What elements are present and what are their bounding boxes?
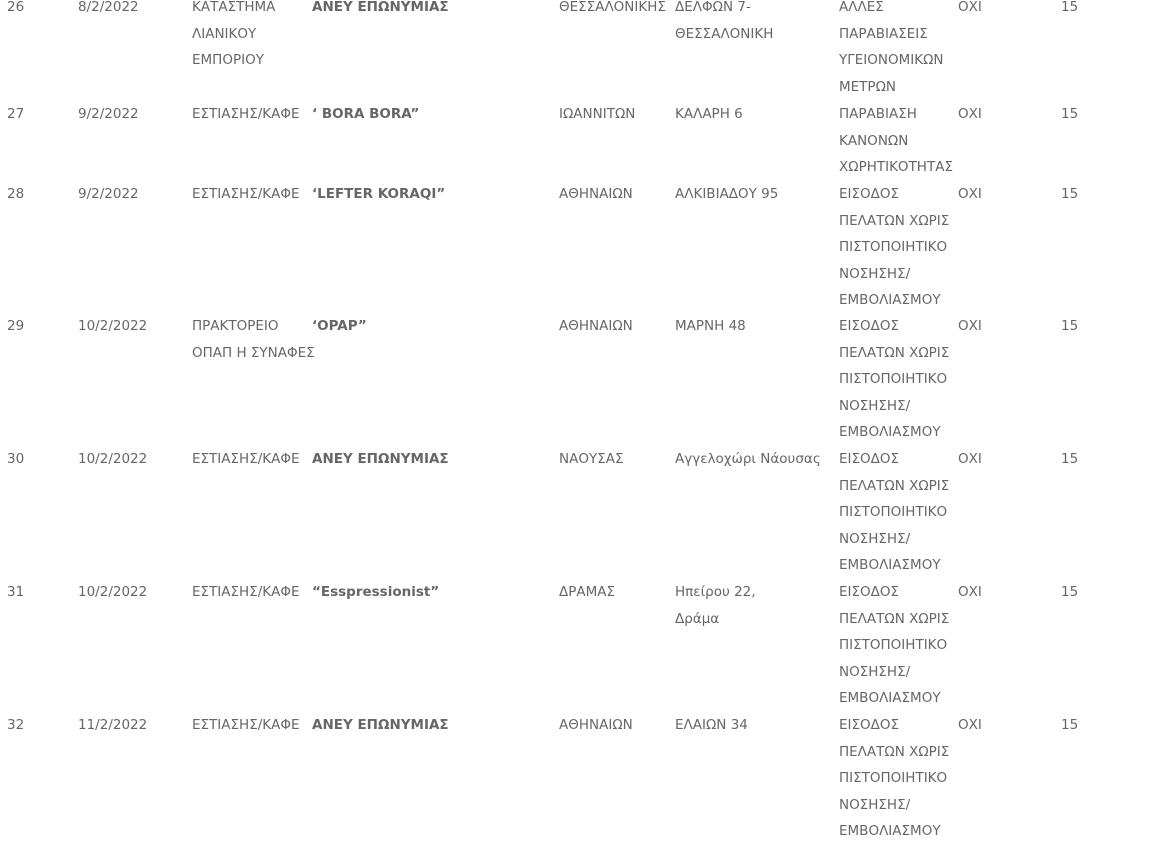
address-line: ΑΛΚΙΒΙΑΔΟΥ 95 xyxy=(675,186,779,202)
row-number: 29 xyxy=(7,318,25,334)
row-number: 28 xyxy=(7,186,25,202)
row-address xyxy=(675,712,748,739)
row-date: 9/2/2022 xyxy=(78,186,139,202)
address-line: ΘΕΣΣΑΛΟΝΙΚΗ xyxy=(675,25,774,42)
violation-line: ΚΑΝΟΝΩΝ xyxy=(839,132,909,149)
row-municipality: ΑΘΗΝΑΙΩΝ xyxy=(559,318,633,334)
row-days: 15 xyxy=(1061,717,1079,733)
row-days: 15 xyxy=(1061,0,1079,15)
violation-line: ΠΙΣΤΟΠΟΙΗΤΙΚΟ xyxy=(839,770,948,787)
category-line: ΕΣΤΙΑΣΗΣ/ΚΑΦΕ xyxy=(192,717,300,733)
violation-line: ΝΟΣΗΣΗΣ/ xyxy=(839,397,911,414)
category-line: ΕΣΤΙΑΣΗΣ/ΚΑΦΕ xyxy=(192,451,300,467)
row-days: 15 xyxy=(1061,186,1079,202)
violation-line: ΥΓΕΙΟΝΟΜΙΚΩΝ xyxy=(839,52,944,69)
violation-line: ΕΜΒΟΛΙΑΣΜΟΥ xyxy=(839,424,941,441)
row-flag: ΟΧΙ xyxy=(958,106,982,122)
address-line: ΔΕΛΦΩΝ 7- xyxy=(675,0,751,15)
violation-line: ΕΙΣΟΔΟΣ xyxy=(839,186,900,202)
category-line: ΕΣΤΙΑΣΗΣ/ΚΑΦΕ xyxy=(192,106,300,122)
category-line: ΚΑΤΑΣΤΗΜΑ xyxy=(192,0,276,15)
row-violation xyxy=(839,101,953,181)
row-number: 26 xyxy=(7,0,25,15)
row-number: 30 xyxy=(7,451,25,467)
row-violation xyxy=(839,313,949,446)
violation-line: ΠΕΛΑΤΩΝ ΧΩΡΙΣ xyxy=(839,212,950,229)
row-violation xyxy=(839,0,944,100)
row-municipality: ΘΕΣΣΑΛΟΝΙΚΗΣ xyxy=(559,0,666,15)
row-category xyxy=(192,101,300,128)
row-business-name: ΑΝΕΥ ΕΠΩΝΥΜΙΑΣ xyxy=(312,717,449,733)
violation-line: ΠΑΡΑΒΙΑΣΕΙΣ xyxy=(839,25,928,42)
violation-line: ΠΙΣΤΟΠΟΙΗΤΙΚΟ xyxy=(839,371,948,388)
category-line: ΛΙΑΝΙΚΟΥ xyxy=(192,25,257,42)
violation-line: ΠΕΛΑΤΩΝ ΧΩΡΙΣ xyxy=(839,610,950,627)
violation-line: ΠΙΣΤΟΠΟΙΗΤΙΚΟ xyxy=(839,637,948,654)
violation-line: ΕΙΣΟΔΟΣ xyxy=(839,717,900,733)
row-days: 15 xyxy=(1061,584,1079,600)
row-category xyxy=(192,712,300,739)
violation-line: ΠΕΛΑΤΩΝ ΧΩΡΙΣ xyxy=(839,743,950,760)
row-number: 31 xyxy=(7,584,25,600)
row-date: 10/2/2022 xyxy=(78,451,148,467)
category-line: ΟΠΑΠ Η ΣΥΝΑΦΕΣ xyxy=(192,344,315,361)
violation-line: ΕΜΒΟΛΙΑΣΜΟΥ xyxy=(839,823,941,840)
category-line: ΕΣΤΙΑΣΗΣ/ΚΑΦΕ xyxy=(192,584,300,600)
row-address xyxy=(675,313,746,340)
violation-line: ΠΑΡΑΒΙΑΣΗ xyxy=(839,106,917,122)
row-date: 8/2/2022 xyxy=(78,0,139,15)
row-days: 15 xyxy=(1061,318,1079,334)
row-municipality: ΑΘΗΝΑΙΩΝ xyxy=(559,186,633,202)
category-line: ΠΡΑΚΤΟΡΕΙΟ xyxy=(192,318,279,334)
violation-line: ΕΙΣΟΔΟΣ xyxy=(839,318,900,334)
category-line: ΕΜΠΟΡΙΟΥ xyxy=(192,52,264,69)
row-date: 10/2/2022 xyxy=(78,584,148,600)
row-category xyxy=(192,579,300,606)
row-number: 32 xyxy=(7,717,25,733)
address-line: Δράμα xyxy=(675,610,720,627)
row-municipality: ΑΘΗΝΑΙΩΝ xyxy=(559,717,633,733)
row-business-name: ‘LEFTER KORAQI” xyxy=(312,186,446,202)
row-municipality: ΝΑΟΥΣΑΣ xyxy=(559,451,624,467)
address-line: ΚΑΛΑΡΗ 6 xyxy=(675,106,743,122)
row-flag: ΟΧΙ xyxy=(958,451,982,467)
address-line: ΜΑΡΝΗ 48 xyxy=(675,318,746,334)
row-flag: ΟΧΙ xyxy=(958,0,982,15)
row-category xyxy=(192,181,300,208)
row-business-name: ‘OPAP” xyxy=(312,318,367,334)
row-flag: ΟΧΙ xyxy=(958,186,982,202)
row-violation xyxy=(839,579,949,712)
row-municipality: ΙΩΑΝΝΙΤΩΝ xyxy=(559,106,636,122)
violation-line: ΕΜΒΟΛΙΑΣΜΟΥ xyxy=(839,292,941,309)
violation-line: ΝΟΣΗΣΗΣ/ xyxy=(839,530,911,547)
row-business-name: “Esspressionist” xyxy=(312,584,440,600)
row-business-name: ΑΝΕΥ ΕΠΩΝΥΜΙΑΣ xyxy=(312,451,449,467)
violation-line: ΕΜΒΟΛΙΑΣΜΟΥ xyxy=(839,690,941,707)
row-category xyxy=(192,446,300,473)
row-address xyxy=(675,579,756,632)
row-category xyxy=(192,313,315,366)
violation-line: ΕΙΣΟΔΟΣ xyxy=(839,451,900,467)
row-flag: ΟΧΙ xyxy=(958,717,982,733)
row-municipality: ΔΡΑΜΑΣ xyxy=(559,584,616,600)
row-flag: ΟΧΙ xyxy=(958,318,982,334)
row-days: 15 xyxy=(1061,451,1079,467)
violation-line: ΧΩΡΗΤΙΚΟΤΗΤΑΣ xyxy=(839,159,953,176)
category-line: ΕΣΤΙΑΣΗΣ/ΚΑΦΕ xyxy=(192,186,300,202)
row-violation xyxy=(839,181,949,314)
row-business-name: ‘ BORA BORA” xyxy=(312,106,420,122)
violation-line: ΠΙΣΤΟΠΟΙΗΤΙΚΟ xyxy=(839,504,948,521)
address-line: Αγγελοχώρι Νάουσας xyxy=(675,451,821,467)
violation-line: ΠΕΛΑΤΩΝ ΧΩΡΙΣ xyxy=(839,344,950,361)
row-number: 27 xyxy=(7,106,25,122)
row-address xyxy=(675,446,821,473)
row-category xyxy=(192,0,275,74)
violation-line: ΝΟΣΗΣΗΣ/ xyxy=(839,796,911,813)
violation-line: ΕΜΒΟΛΙΑΣΜΟΥ xyxy=(839,557,941,574)
row-address xyxy=(675,101,743,128)
row-business-name: ΑΝΕΥ ΕΠΩΝΥΜΙΑΣ xyxy=(312,0,449,15)
row-flag: ΟΧΙ xyxy=(958,584,982,600)
row-address xyxy=(675,0,773,47)
violation-line: ΝΟΣΗΣΗΣ/ xyxy=(839,265,911,282)
row-days: 15 xyxy=(1061,106,1079,122)
violation-line: ΕΙΣΟΔΟΣ xyxy=(839,584,900,600)
row-address xyxy=(675,181,778,208)
violation-line: ΠΙΣΤΟΠΟΙΗΤΙΚΟ xyxy=(839,239,948,256)
violation-line: ΜΕΤΡΩΝ xyxy=(839,78,896,95)
row-date: 10/2/2022 xyxy=(78,318,148,334)
address-line: Ηπείρου 22, xyxy=(675,584,756,600)
row-violation xyxy=(839,446,949,579)
violation-line: ΝΟΣΗΣΗΣ/ xyxy=(839,663,911,680)
violation-line: ΠΕΛΑΤΩΝ ΧΩΡΙΣ xyxy=(839,477,950,494)
row-date: 11/2/2022 xyxy=(78,717,148,733)
violation-line: ΑΛΛΕΣ xyxy=(839,0,884,15)
row-violation xyxy=(839,712,949,845)
row-date: 9/2/2022 xyxy=(78,106,139,122)
address-line: ΕΛΑΙΩΝ 34 xyxy=(675,717,748,733)
